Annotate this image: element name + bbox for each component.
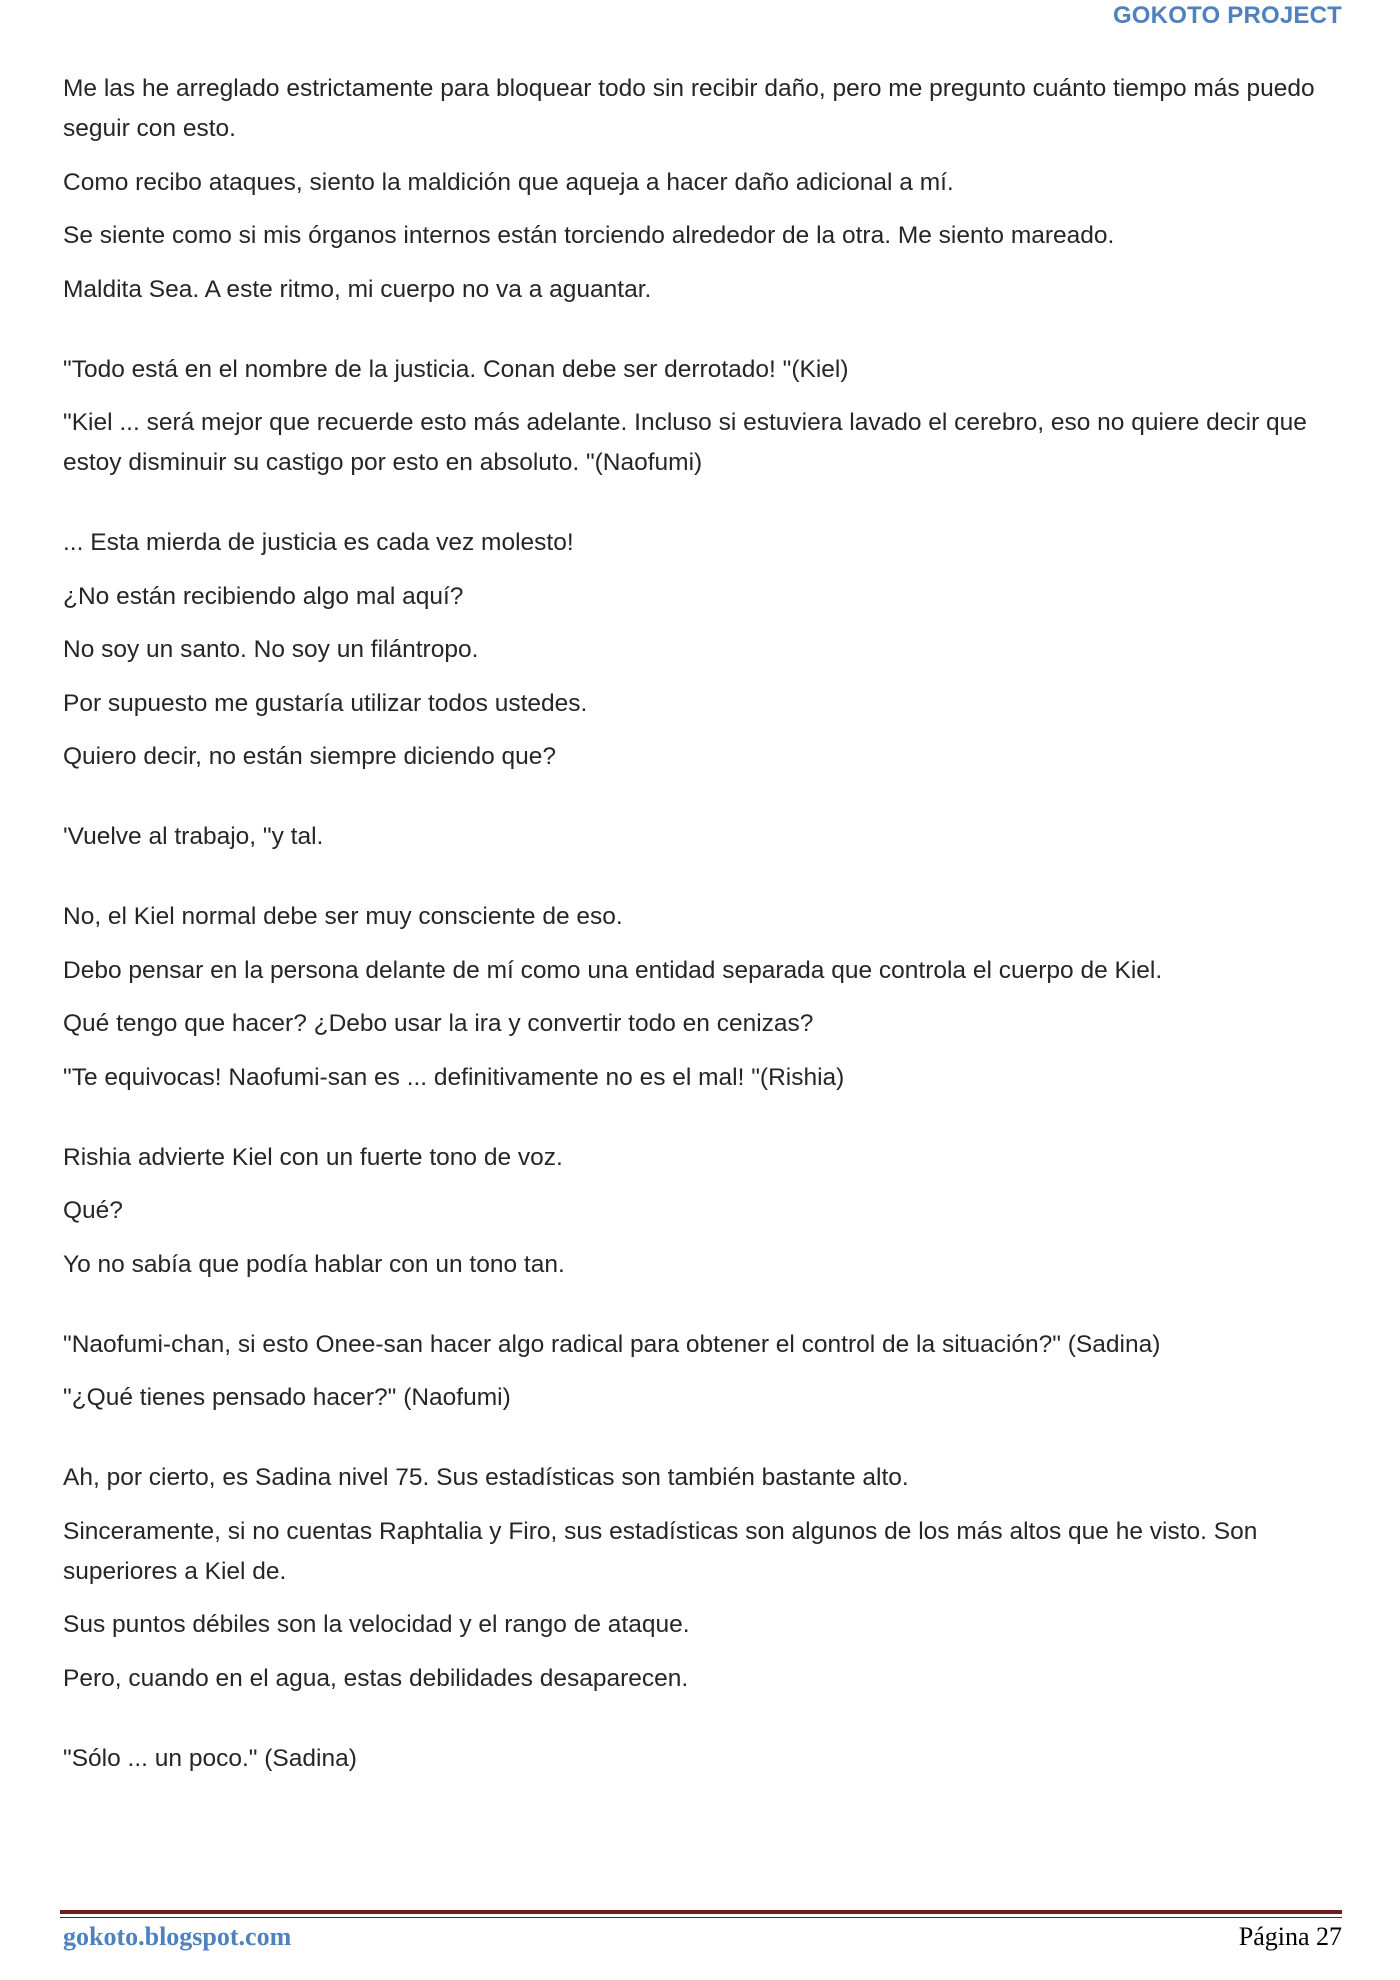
paragraph: Sus puntos débiles son la velocidad y el rango de ataque.	[63, 1611, 690, 1638]
paragraph: No, el Kiel normal debe ser muy consciente de eso.	[63, 903, 623, 930]
paragraph: Qué tengo que hacer? ¿Debo usar la ira y convertir todo en cenizas?	[63, 1010, 814, 1037]
paragraph: ¿No están recibiendo algo mal aquí?	[63, 582, 464, 610]
paragraph: Rishia advierte Kiel con un fuerte tono de voz.	[63, 1143, 563, 1171]
page-number: Página 27	[1238, 1922, 1342, 1951]
paragraph: "¿Qué tienes pensado hacer?" (Naofumi)	[63, 1384, 511, 1411]
paragraph: "Todo está en el nombre de la justicia. Conan debe ser derrotado! "(Kiel)	[63, 355, 849, 383]
paragraph: Qué?	[63, 1197, 123, 1224]
paragraph: "Kiel ... será mejor que recuerde esto más adelante. Incluso si estuviera lavado el cerebro, eso no quiere decir que estoy disminuir su castigo por esto en absoluto. "(Naofumi)	[63, 409, 1307, 476]
footer-divider	[60, 1910, 1342, 1914]
paragraph: 'Vuelve al trabajo, "y tal.	[63, 823, 324, 850]
paragraph: Debo pensar en la persona delante de mí como una entidad separada que controla el cuerpo de Kiel.	[63, 956, 1163, 984]
paragraph: "Te equivocas! Naofumi-san es ... definitivamente no es el mal! "(Rishia)	[63, 1063, 845, 1091]
paragraph: Sinceramente, si no cuentas Raphtalia y Firo, sus estadísticas son algunos de los más altos que he visto. Son superiores a Kiel de.	[63, 1517, 1258, 1585]
paragraph: Como recibo ataques, siento la maldición que aqueja a hacer daño adicional a mí.	[63, 168, 954, 196]
paragraph: No soy un santo. No soy un filántropo.	[63, 636, 479, 663]
paragraph: Maldita Sea. A este ritmo, mi cuerpo no va a aguantar.	[63, 275, 652, 303]
paragraph: Me las he arreglado estrictamente para bloquear todo sin recibir daño, pero me pregunto cuánto tiempo más puedo seguir con esto.	[63, 75, 1315, 142]
paragraph: Pero, cuando en el agua, estas debilidades desaparecen.	[63, 1664, 689, 1692]
paragraph: Quiero decir, no están siempre diciendo que?	[63, 743, 557, 770]
paragraph: Por supuesto me gustaría utilizar todos ustedes.	[63, 689, 588, 717]
paragraph: Yo no sabía que podía hablar con un tono tan.	[63, 1250, 565, 1278]
footer-blog-link[interactable]: gokoto.blogspot.com	[63, 1922, 292, 1951]
paragraph: Ah, por cierto, es Sadina nivel 75. Sus estadísticas son también bastante alto.	[63, 1464, 909, 1491]
paragraph: "Sólo ... un poco." (Sadina)	[63, 1744, 357, 1772]
document-body	[63, 69, 1353, 1792]
footer-divider-thin	[60, 1917, 1342, 1918]
paragraph: ... Esta mierda de justicia es cada vez molesto!	[63, 529, 574, 556]
header-brand: GOKOTO PROJECT	[1112, 2, 1342, 29]
paragraph: Se siente como si mis órganos internos están torciendo alrededor de la otra. Me siento mareado.	[63, 222, 1115, 249]
paragraph: "Naofumi-chan, si esto Onee-san hacer algo radical para obtener el control de la situación?" (Sadina)	[63, 1330, 1161, 1358]
